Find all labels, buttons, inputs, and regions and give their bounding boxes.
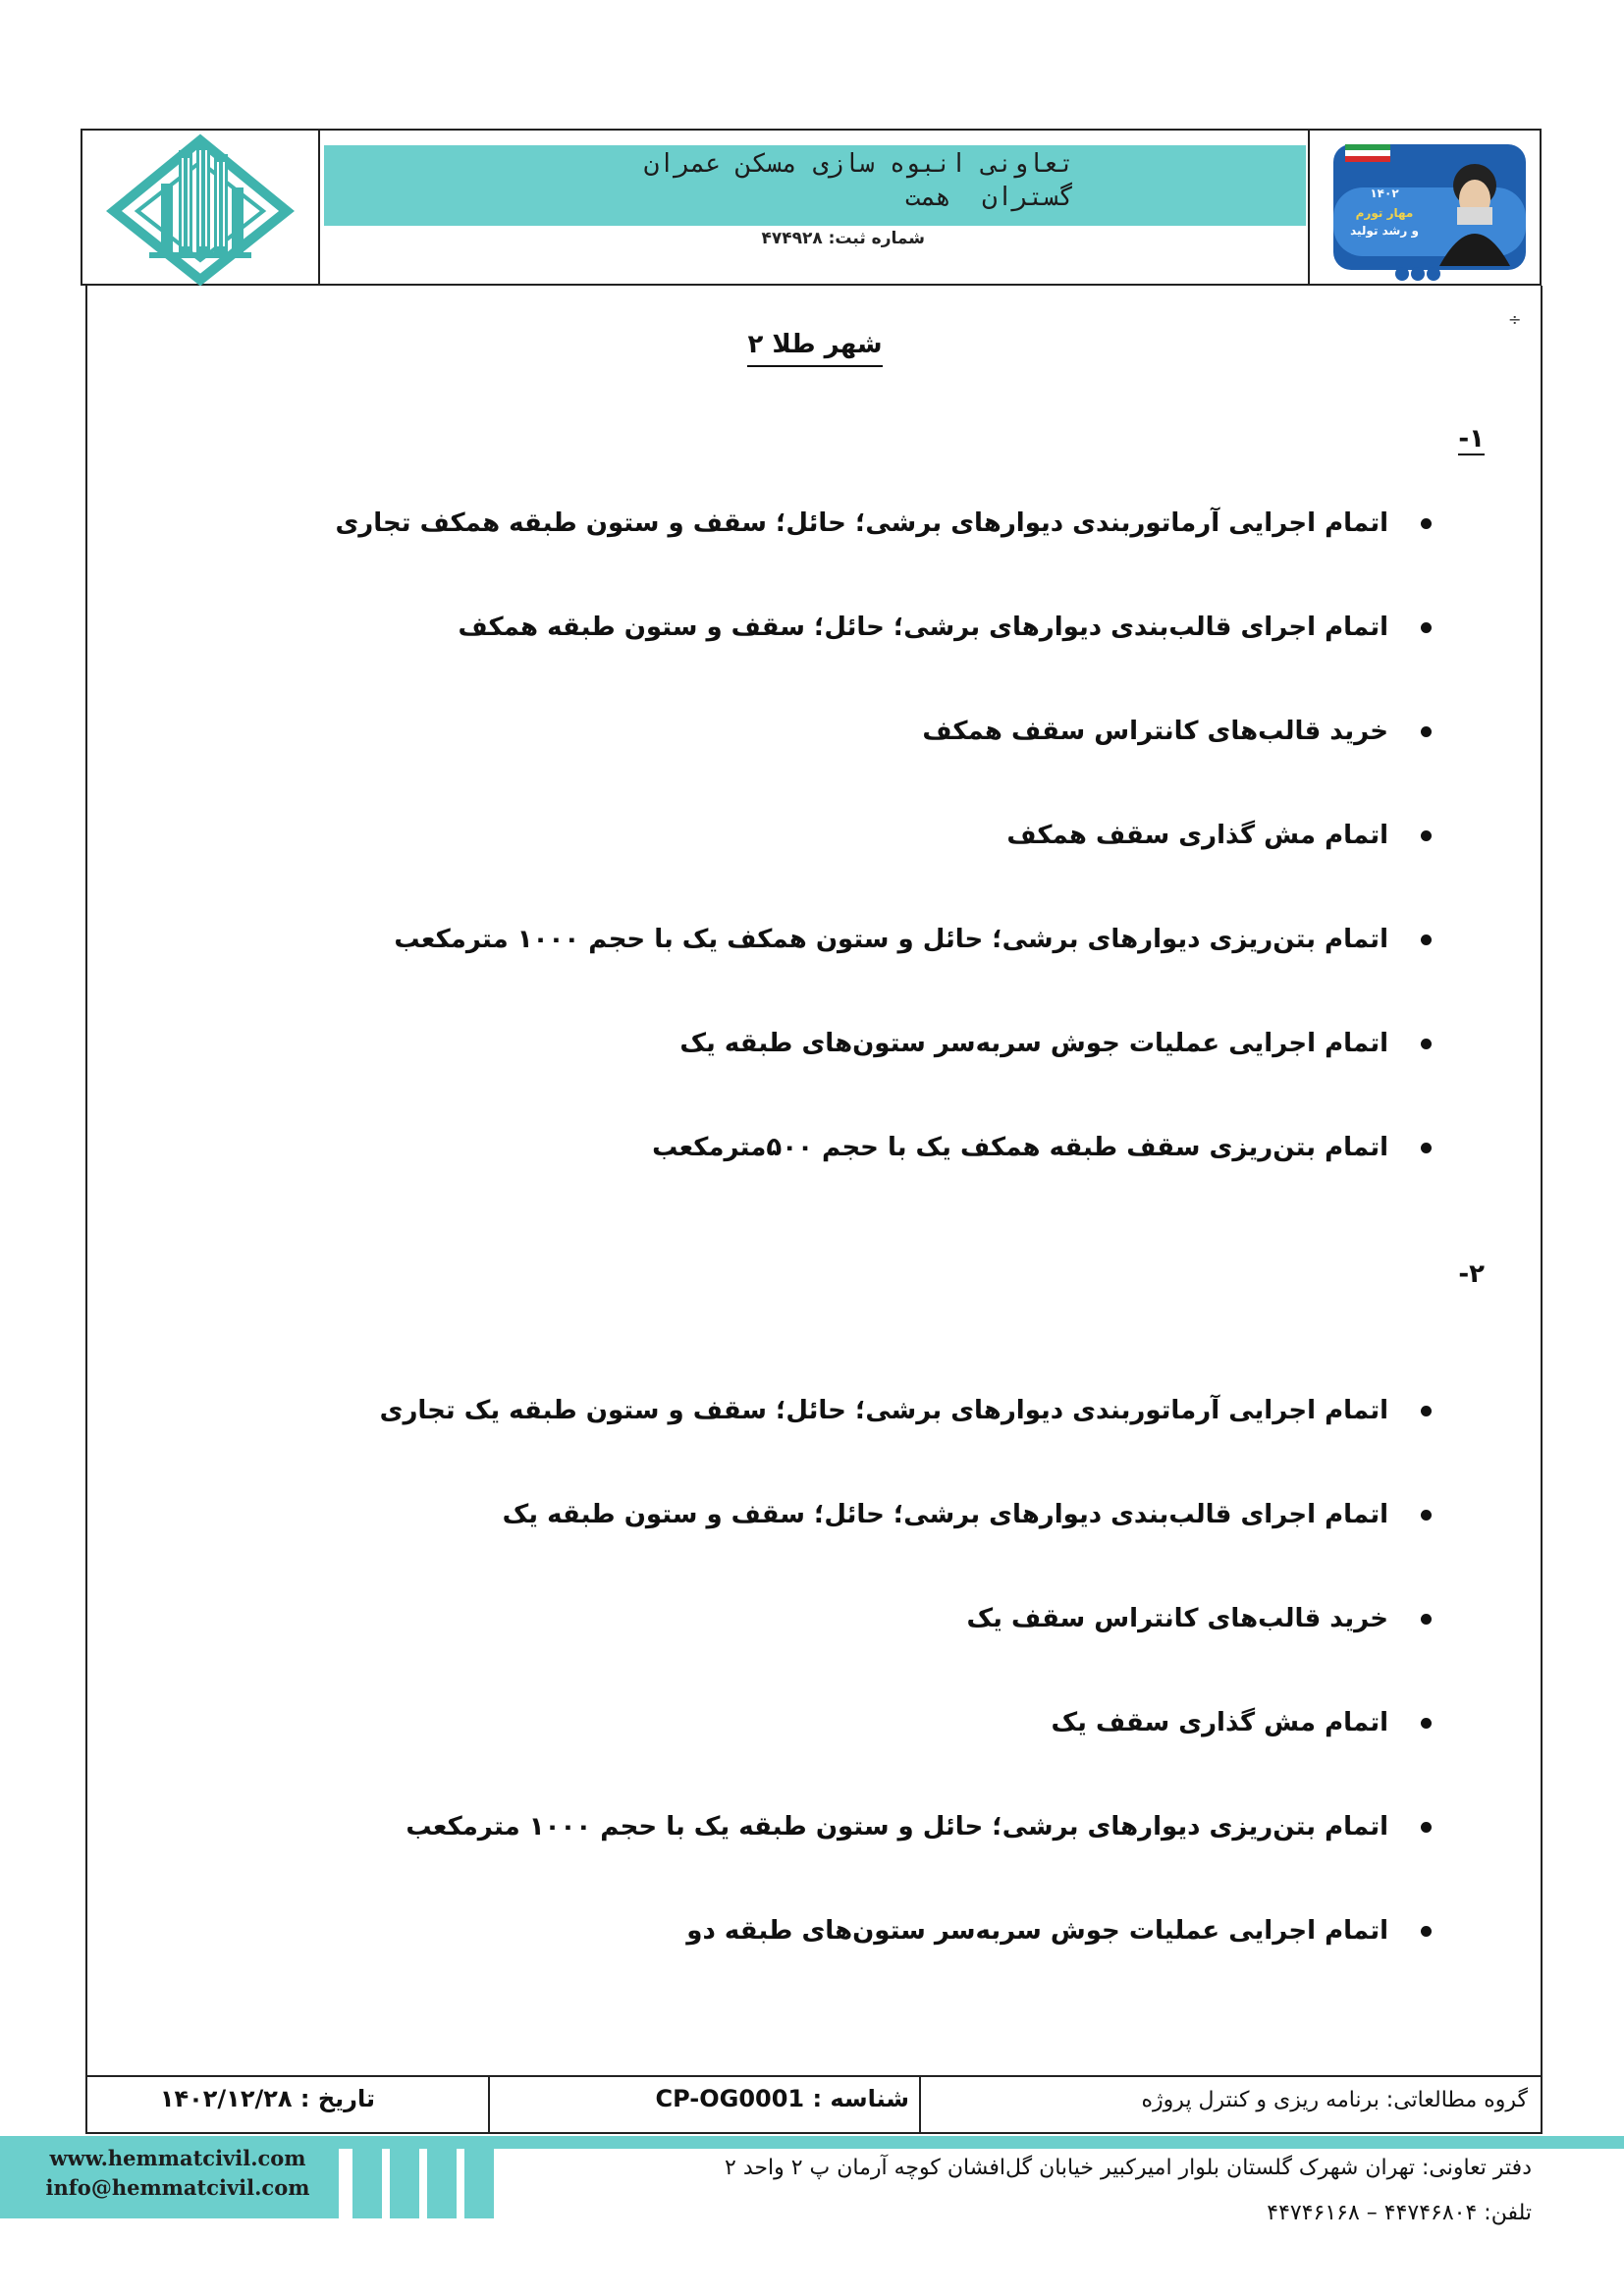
emblem-year-text: ۱۴۰۲ — [1370, 187, 1399, 200]
section-number-1: ۱- — [1458, 424, 1485, 454]
bullet-icon — [1421, 1614, 1432, 1625]
registration-number: شماره ثبت: ۴۷۴۹۲۸ — [761, 229, 925, 248]
list-item: اتمام اجرای قالب‌بندی دیوارهای برشی؛ حائل؛ سقف و ستون طبقه همکف — [458, 613, 1388, 642]
bullet-icon — [1421, 934, 1432, 945]
decorative-bar — [352, 2136, 382, 2218]
cooperative-name — [644, 147, 1074, 214]
document-title — [0, 330, 1624, 359]
decorative-bar — [427, 2136, 457, 2218]
study-group: گروه مطالعاتی: برنامه ریزی و کنترل پروژه — [1141, 2088, 1528, 2112]
svg-text:و رشد تولید: و رشد تولید — [1350, 224, 1419, 238]
document-id: شناسه : CP-OG0001 — [655, 2085, 909, 2112]
list-item: اتمام بتن‌ریزی دیوارهای برشی؛ حائل و ستون طبقه یک با حجم ۱۰۰۰ مترمکعب — [406, 1812, 1388, 1842]
bullet-icon — [1421, 726, 1432, 737]
list-item: اتمام اجرایی آرماتوربندی دیوارهای برشی؛ حائل؛ سقف و ستون طبقه یک تجاری — [379, 1396, 1388, 1425]
website-link[interactable]: www.hemmatcivil.com — [49, 2146, 306, 2170]
list-item: اتمام اجرای قالب‌بندی دیوارهای برشی؛ حائل؛ سقف و ستون طبقه یک — [502, 1500, 1388, 1529]
section-number-2: ۲- — [1458, 1259, 1485, 1289]
list-item: اتمام بتن‌ریزی دیوارهای برشی؛ حائل و ستون همکف یک با حجم ۱۰۰۰ مترمکعب — [394, 925, 1388, 954]
bullet-icon — [1421, 1406, 1432, 1416]
bullet-icon — [1421, 1718, 1432, 1729]
leader-emblem-icon — [1310, 129, 1543, 286]
list-item: خرید قالب‌های کانتراس سقف یک — [966, 1604, 1388, 1633]
list-item: اتمام مش گذاری سقف همکف — [1006, 821, 1388, 850]
list-item: اتمام بتن‌ریزی سقف طبقه همکف یک با حجم ۵۰۰مترمکعب — [652, 1133, 1388, 1162]
bullet-icon — [1421, 830, 1432, 841]
phone-numbers: تلفن: ۴۴۷۴۶۸۰۴ – ۴۴۷۴۶۱۶۸ — [1267, 2201, 1532, 2225]
list-item: اتمام مش گذاری سقف یک — [1051, 1708, 1388, 1737]
bullet-icon — [1421, 1822, 1432, 1833]
list-item: اتمام اجرایی عملیات جوش سربه‌سر ستون‌های طبقه یک — [679, 1029, 1388, 1058]
decorative-bar — [464, 2136, 494, 2218]
logo-cell — [81, 129, 320, 286]
decorative-bar — [390, 2136, 419, 2218]
bullet-icon — [1421, 1510, 1432, 1521]
bullet-icon — [1421, 518, 1432, 529]
footer-divider — [919, 2075, 921, 2134]
emblem-cell — [1308, 129, 1542, 286]
email-link[interactable]: info@hemmatcivil.com — [45, 2175, 310, 2200]
list-item: اتمام اجرایی آرماتوربندی دیوارهای برشی؛ حائل؛ سقف و ستون طبقه همکف تجاری — [335, 508, 1388, 538]
bullet-icon — [1421, 1926, 1432, 1937]
stray-mark: ÷ — [1508, 310, 1522, 329]
document-date: تاریخ : ۱۴۰۲/۱۲/۲۸ — [159, 2085, 375, 2112]
list-item: خرید قالب‌های کانتراس سقف همکف — [922, 717, 1388, 746]
office-address: دفتر تعاونی: تهران شهرک گلستان بلوار امیرکبیر خیابان گل‌افشان کوچه آرمان پ ۲ واحد ۲ — [725, 2156, 1532, 2180]
cooperative-name-line2: گستران همت — [904, 183, 1074, 212]
bullet-icon — [1421, 1039, 1432, 1049]
cooperative-name-line1: تعاونی انبوه سازی مسکن عمران — [643, 149, 1074, 179]
company-logo-icon — [81, 129, 320, 286]
bullet-icon — [1421, 622, 1432, 633]
web-contact — [35, 2144, 320, 2203]
footer-divider — [488, 2075, 490, 2134]
document-title-text: شهر طلا ۲ — [747, 330, 882, 367]
svg-text:مهار تورم: مهار تورم — [1355, 206, 1414, 220]
list-item: اتمام اجرایی عملیات جوش سربه‌سر ستون‌های طبقه دو — [686, 1916, 1388, 1946]
bullet-icon — [1421, 1143, 1432, 1153]
